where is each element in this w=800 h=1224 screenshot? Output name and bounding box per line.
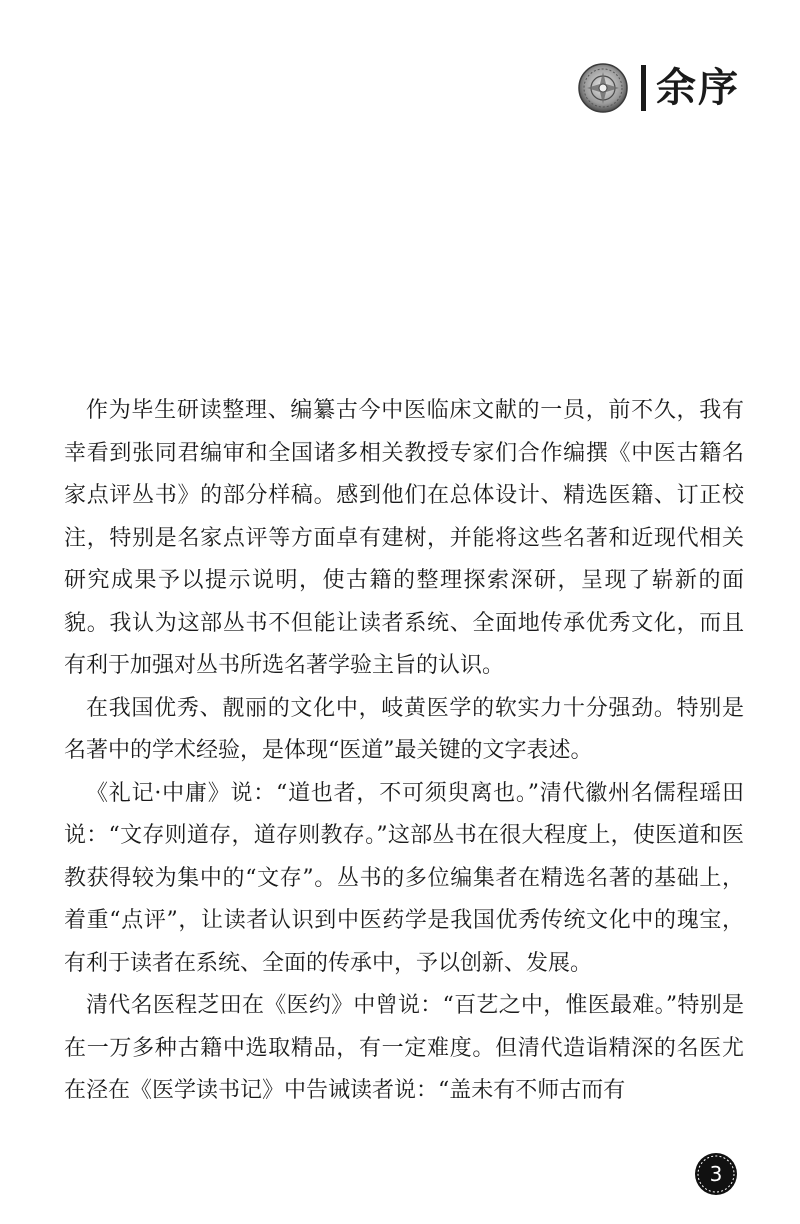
paragraph: 在我国优秀、靓丽的文化中，岐黄医学的软实力十分强劲。特别是名著中的学术经验，是体现“医道”最关键的文字表述。: [64, 695, 744, 763]
paragraph: 作为毕生研读整理、编纂古今中医临床文献的一员，前不久，我有幸看到张同君编审和全国诸多相关教授专家们合作编撰《中医古籍名家点评丛书》的部分样稿。感到他们在总体设计、精选医籍、订正校注，特别是名家点评等方面卓有建树，并能将这些名著和近现代相关研究成果予以提示说明，使古籍的整理探索深研，呈现了崭新的面貌。我认为这部丛书不但能让读者系统、全面地传承优秀文化，而且有利于加强对丛书所选名著学验主旨的认识。: [64, 398, 744, 678]
paragraph: 清代名医程芝田在《医约》中曾说：“百艺之中，惟医最难。”特别是在一万多种古籍中选取精品，有一定难度。但清代造诣精深的名医尤在泾在《医学读书记》中告诫读者说：“盖未有不师古而有: [64, 993, 744, 1103]
page-number: 3: [709, 1162, 723, 1186]
body-text: [64, 390, 744, 1113]
paragraph: 《礼记·中庸》说：“道也者，不可须臾离也。”清代徽州名儒程瑶田说：“文存则道存，道存则教存。”这部丛书在很大程度上，使医道和医教获得较为集中的“文存”。丛书的多位编集者在精选名著的基础上，着重“点评”，让读者认识到中医药学是我国优秀传统文化中的瑰宝，有利于读者在系统、全面的传承中，予以创新、发展。: [64, 780, 744, 976]
header-divider: [641, 65, 646, 111]
ornamental-medallion-icon: [577, 62, 629, 114]
page-number-badge: [694, 1152, 738, 1196]
page-title: 余序: [656, 65, 740, 111]
chapter-header: [577, 62, 740, 114]
